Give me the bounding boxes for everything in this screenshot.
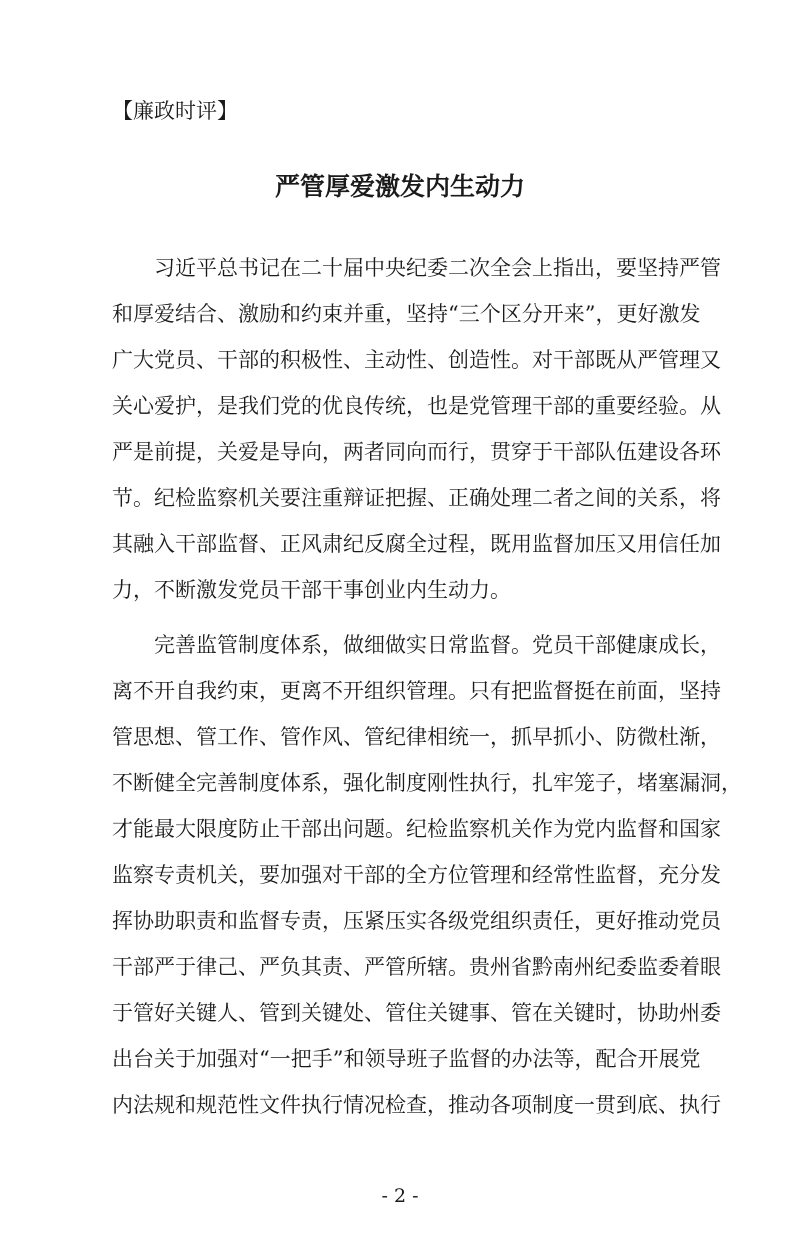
text-line: 关心爱护，是我们党的优良传统，也是党管理干部的重要经验。从 — [112, 394, 721, 418]
article-title: 严管厚爱激发内生动力 — [274, 172, 525, 201]
text-line: 力，不断激发党员干部干事创业内生动力。 — [112, 578, 511, 602]
text-line: 完善监管制度体系，做细做实日常监督。党员干部健康成长， — [154, 633, 721, 657]
text-line: 节。纪检监察机关要注重辩证把握、正确处理二者之间的关系，将 — [112, 486, 721, 510]
text-line: 离不开自我约束，更离不开组织管理。只有把监督挺在前面，坚持 — [112, 679, 721, 703]
text-line: 其融入干部监督、正风肃纪反腐全过程，既用监督加压又用信任加 — [112, 532, 721, 556]
article-body — [112, 245, 742, 1137]
text-line: 才能最大限度防止干部出问题。纪检监察机关作为党内监督和国家 — [112, 817, 721, 841]
text-line: 严是前提，关爱是导向，两者同向而行，贯穿于干部队伍建设各环 — [112, 440, 721, 464]
text-line: 出台关于加强对“一把手”和领导班子监督的办法等，配合开展党 — [112, 1047, 701, 1071]
text-line: 内法规和规范性文件执行情况检查，推动各项制度一贯到底、执行 — [112, 1093, 721, 1117]
text-line: 不断健全完善制度体系，强化制度刚性执行，扎牢笼子，堵塞漏洞， — [112, 771, 742, 795]
paragraph-2 — [112, 622, 742, 1128]
page-number: - 2 - — [381, 1185, 419, 1207]
text-line: 习近平总书记在二十届中央纪委二次全会上指出，要坚持严管 — [154, 256, 721, 280]
text-line: 和厚爱结合、激励和约束并重，坚持“三个区分开来”，更好激发 — [112, 302, 701, 326]
column-tag: 【廉政时评】 — [112, 99, 238, 123]
paragraph-1 — [112, 245, 721, 613]
text-line: 广大党员、干部的积极性、主动性、创造性。对干部既从严管理又 — [112, 348, 721, 372]
text-line: 管思想、管工作、管作风、管纪律相统一，抓早抓小、防微杜渐， — [112, 725, 721, 749]
text-line: 挥协助职责和监督专责，压紧压实各级党组织责任，更好推动党员 — [112, 909, 721, 933]
text-line: 于管好关键人、管到关键处、管住关键事、管在关键时，协助州委 — [112, 1001, 721, 1025]
text-line: 干部严于律己、严负其责、严管所辖。贵州省黔南州纪委监委着眼 — [112, 955, 721, 979]
text-line: 监察专责机关，要加强对干部的全方位管理和经常性监督，充分发 — [112, 863, 721, 887]
